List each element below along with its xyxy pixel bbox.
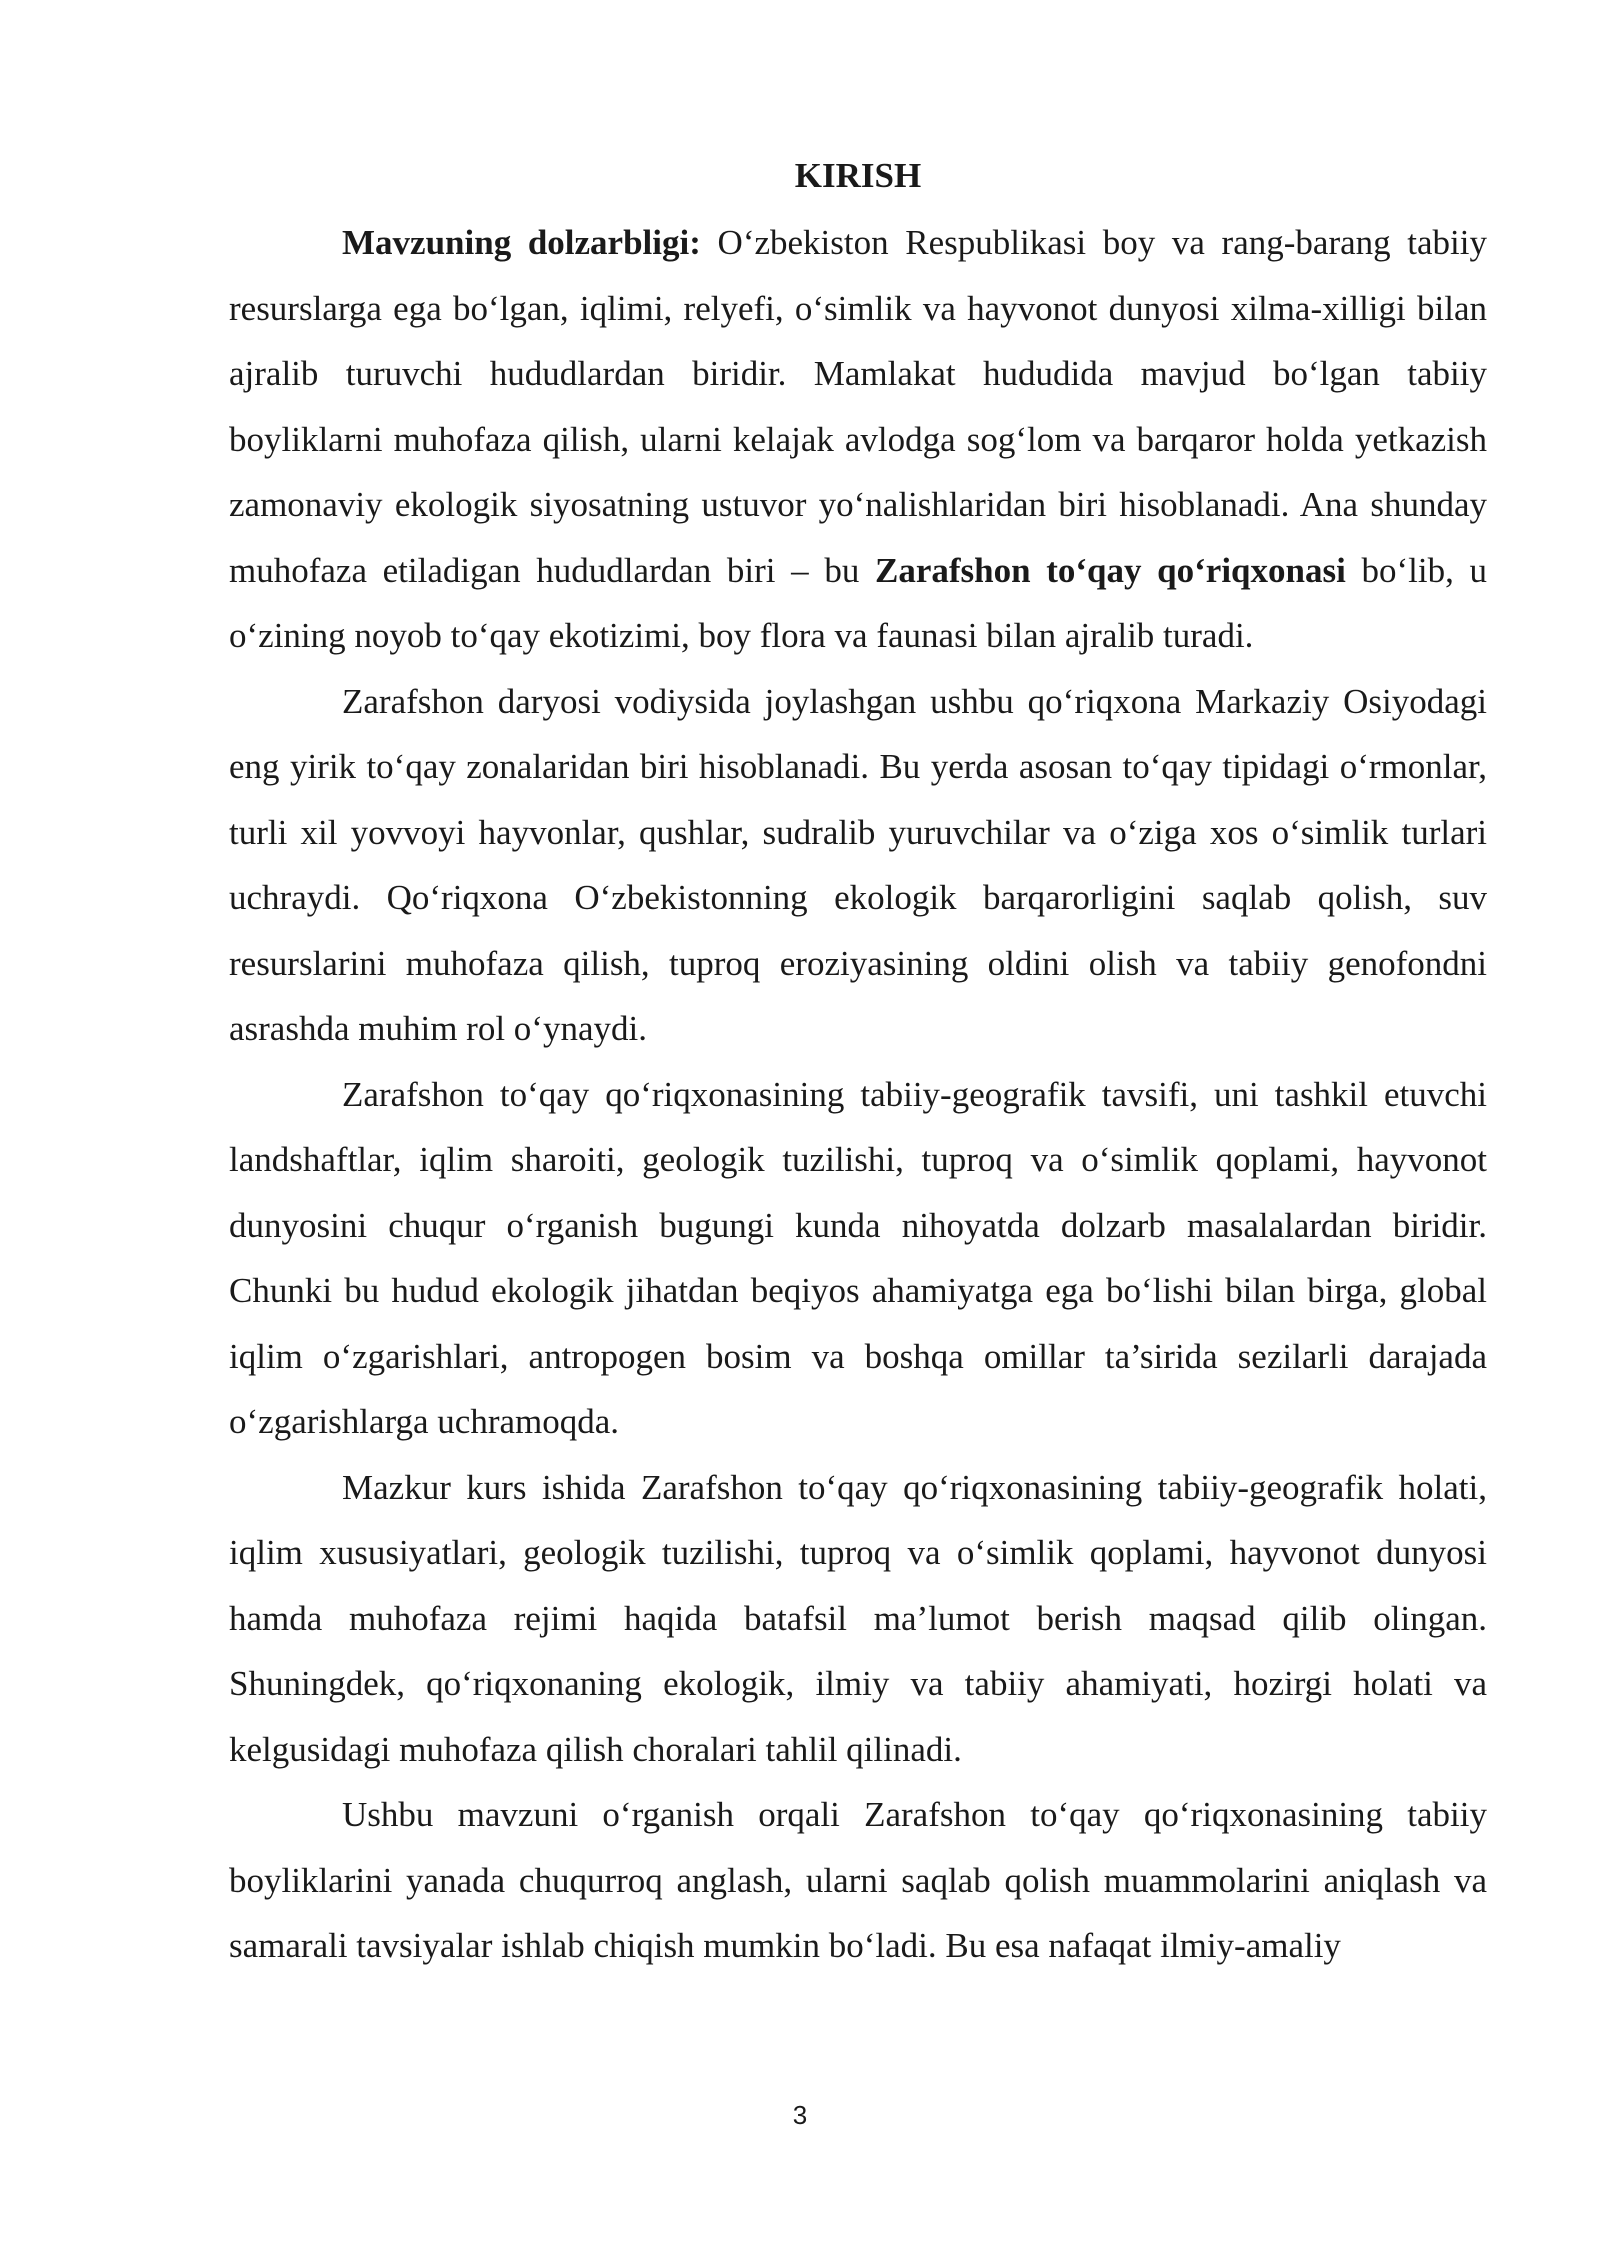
- paragraph-objectives: Mazkur kurs ishida Zarafshon to‘qay qo‘riqxonasining tabiiy-geografik holati, iqlim xususiyatlari, geologik tuzilishi, tuproq va o‘simlik qoplami, hayvonot dunyosi hamda muhofaza rejimi haqida batafsil ma’lumot berish maqsad qilib olingan. Shuningdek, qo‘riqxonaning ekologik, ilmiy va tabiiy ahamiyati, hozirgi holati va kelgusidagi muhofaza qilish choralari tahlil qilinadi.: [229, 1467, 1487, 1769]
- paragraph-outcomes: Ushbu mavzuni o‘rganish orqali Zarafshon to‘qay qo‘riqxonasining tabiiy boyliklarini yanada chuqurroq anglash, ularni saqlab qolish muammolarini aniqlash va samarali tavsiyalar ishlab chiqish mumkin bo‘ladi. Bu esa nafaqat ilmiy-amaliy: [229, 1795, 1487, 1965]
- page-content: [229, 148, 1487, 1979]
- page-title: KIRISH: [794, 156, 922, 195]
- paragraph-text: O‘zbekiston Respublikasi boy va rang-barang tabiiy resurslarga ega bo‘lgan, iqlimi, relyefi, o‘simlik va hayvonot dunyosi xilma-xilligi bilan ajralib turuvchi hududlardan biridir. Mamlakat hududida mavjud bo‘lgan tabiiy boyliklarni muhofaza qilish, ularni kelajak avlodga sog‘lom va barqaror holda yetkazish zamonaviy ekologik siyosatning ustuvor yo‘nalishlaridan biri hisoblanadi. Ana shunday muhofaza etiladigan hududlardan biri – bu: [229, 223, 1487, 590]
- paragraph-relevance: [229, 210, 1487, 669]
- paragraph-importance: Zarafshon to‘qay qo‘riqxonasining tabiiy-geografik tavsifi, uni tashkil etuvchi landshaftlar, iqlim sharoiti, geologik tuzilishi, tuproq va o‘simlik qoplami, hayvonot dunyosini chuqur o‘rganish bugungi kunda nihoyatda dolzarb masalalardan biridir. Chunki bu hudud ekologik jihatdan beqiyos ahamiyatga ega bo‘lishi bilan birga, global iqlim o‘zgarishlari, antropogen bosim va boshqa omillar ta’sirida sezilarli darajada o‘zgarishlarga uchramoqda.: [229, 1074, 1487, 1441]
- reserve-name: Zarafshon to‘qay qo‘riqxonasi: [874, 550, 1346, 590]
- page-number: 3: [792, 2100, 808, 2130]
- paragraph-location: Zarafshon daryosi vodiysida joylashgan ushbu qo‘riqxona Markaziy Osiyodagi eng yirik to‘qay zonalaridan biri hisoblanadi. Bu yerda asosan to‘qay tipidagi o‘rmonlar, turli xil yovvoyi hayvonlar, qushlar, sudralib yuruvchilar va o‘ziga xos o‘simlik turlari uchraydi. Qo‘riqxona O‘zbekistonning ekologik barqarorligini saqlab qolish, suv resurslarini muhofaza qilish, tuproq eroziyasining oldini olish va tabiiy genofondni asrashda muhim rol o‘ynaydi.: [229, 681, 1487, 1048]
- relevance-heading: Mavzuning dolzarbligi:: [342, 223, 701, 262]
- paragraph-text: bo‘lib, u o‘zining noyob to‘qay ekotizimi, boy flora va faunasi bilan ajralib turadi.: [229, 550, 1487, 655]
